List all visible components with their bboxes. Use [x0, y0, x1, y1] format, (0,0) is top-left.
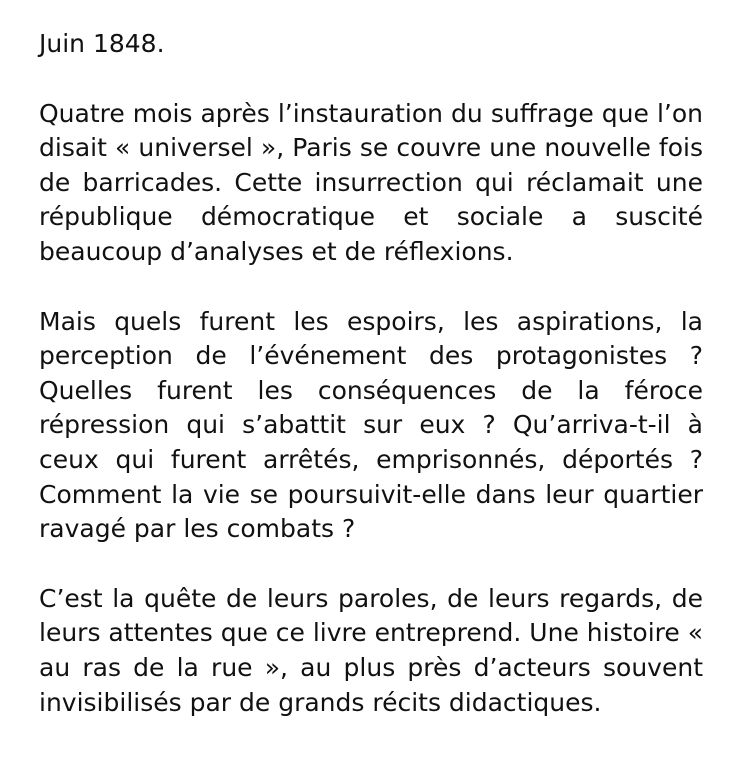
- paragraph-intro: Quatre mois après l’instauration du suffrage que l’on disait « universel », Paris se couvre une nouvelle fois de barricades. Cette insurrection qui réclamait une république démocratique et sociale a suscité beaucoup d’analyses et de réflexions.: [39, 98, 703, 266]
- paragraph-questions: Mais quels furent les espoirs, les aspirations, la perception de l’événement des protagonistes ? Quelles furent les conséquences de la féroce répression qui s’abattit sur eux ? Qu’arriva-t-il à ceux qui furent arrêtés, emprisonnés, déportés ? Comment la vie se poursuivit-elle dans leur quartier ravagé par les combats ?: [39, 306, 703, 544]
- paragraph-purpose: C’est la quête de leurs paroles, de leurs regards, de leurs attentes que ce livre entreprend. Une histoire « au ras de la rue », au plus près d’acteurs souvent invisibilisés par de grands récits didactiques.: [39, 583, 703, 717]
- dateline: Juin 1848.: [39, 29, 165, 58]
